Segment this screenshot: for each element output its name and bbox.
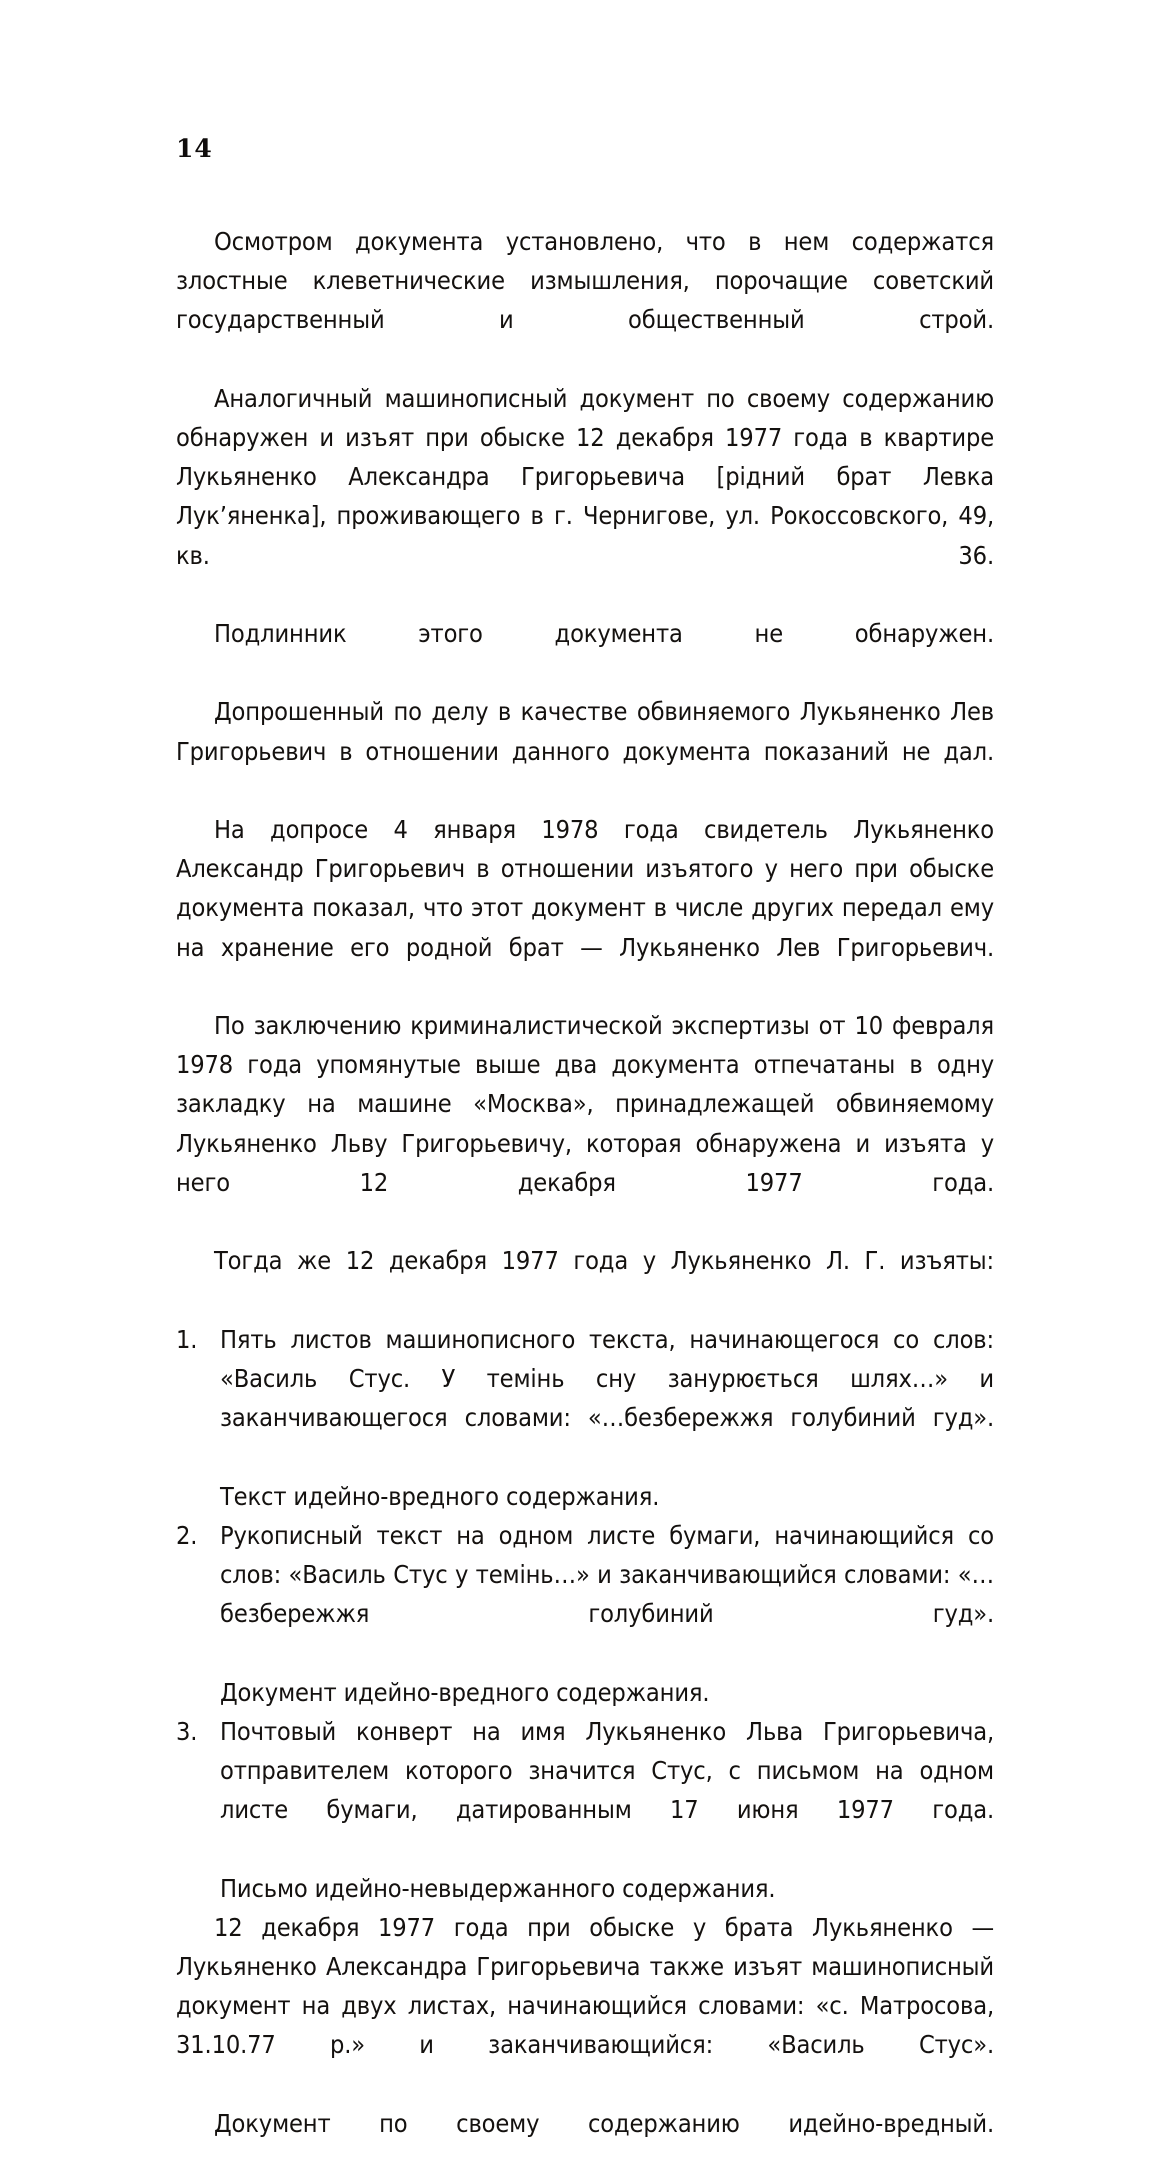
paragraph-list-intro: Тогда же 12 декабря 1977 года у Лукьяненко Л. Г. изъяты:	[214, 1246, 994, 1276]
paragraph: Осмотром документа установлено, что в нем содержатся злостные клеветнические измышления, порочащие советский государственный и общественный строй.	[176, 227, 994, 335]
list-item	[176, 1516, 994, 1712]
page-number: 14	[176, 134, 213, 163]
list-item-number: 3.	[176, 1716, 198, 1746]
list-item-text: Почтовый конверт на имя Лукьяненко Льва Григорьевича, отправителем которого значится Стус, с письмом на одном листе бумаги, датированным 17 июня 1977 года.	[220, 1716, 994, 1825]
list-item	[176, 1712, 994, 1908]
list-item-note: Документ идейно-вредного содержания.	[220, 1677, 710, 1707]
list-item-number: 2.	[176, 1520, 198, 1550]
numbered-evidence-list	[176, 1320, 994, 1908]
paragraph: Допрошенный по делу в качестве обвиняемого Лукьяненко Лев Григорьевич в отношении данного документа показаний не дал.	[176, 697, 994, 766]
paragraph: 12 декабря 1977 года при обыске у брата Лукьяненко — Лукьяненко Александра Григорьевича также изъят машинописный документ на двух листах, начинающийся словами: «с. Матросова, 31.10.77 р.» и заканчивающийся: «Василь Стус».	[176, 1912, 994, 2060]
paragraph: На допросе 4 января 1978 года свидетель Лукьяненко Александр Григорьевич в отношении изъятого у него при обыске документа показал, что этот документ в числе других передал ему на хранение его родной брат — Лукьяненко Лев Григорьевич.	[176, 815, 994, 962]
paragraph: Аналогичный машинописный документ по своему содержанию обнаружен и изъят при обыске 12 декабря 1977 года в квартире Лукьяненко Александра Григорьевича [рідний брат Левка Лук’яненка], проживающего в г. Чернигове, ул. Рокоссовского, 49, кв. 36.	[176, 383, 994, 570]
list-item-text: Рукописный текст на одном листе бумаги, начинающийся со слов: «Василь Стус у темінь…» и заканчивающийся словами: «…безбережжя голубиний гуд».	[220, 1520, 994, 1629]
list-item-number: 1.	[176, 1324, 198, 1354]
paragraph: По заключению криминалистической экспертизы от 10 февраля 1978 года упомянутые выше два документа отпечатаны в одну закладку на машине «Москва», принадлежащей обвиняемому Лукьяненко Льву Григорьевичу, которая обнаружена и изъята у него 12 декабря 1977 года.	[176, 1011, 994, 1197]
list-item-note: Письмо идейно-невыдержанного содержания.	[220, 1873, 776, 1903]
paragraph: Документ по своему содержанию идейно-вредный.	[214, 2108, 994, 2138]
list-item	[176, 1320, 994, 1516]
list-item-text: Пять листов машинописного текста, начинающегося со слов: «Василь Стус. У темінь сну занурюється шлях…» и заканчивающегося словами: «…безбережжя голубиний гуд».	[220, 1324, 994, 1433]
body-text-block	[176, 222, 994, 2182]
paragraph: Подлинник этого документа не обнаружен.	[214, 619, 994, 649]
list-item-note: Текст идейно-вредного содержания.	[220, 1481, 660, 1511]
